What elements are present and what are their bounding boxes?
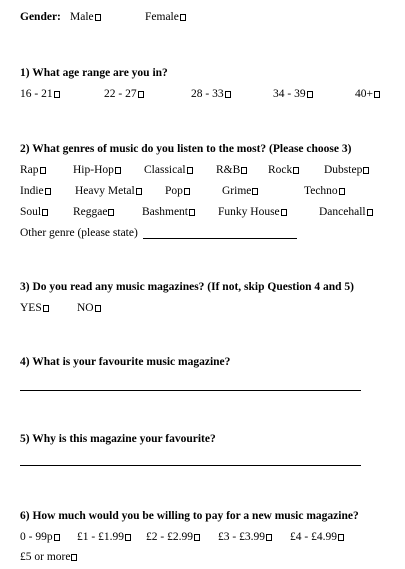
checkbox[interactable] bbox=[293, 167, 299, 174]
genre-option[interactable] bbox=[142, 205, 195, 219]
age-option[interactable] bbox=[273, 87, 313, 101]
price-option[interactable] bbox=[146, 530, 200, 544]
other-genre-field[interactable] bbox=[143, 238, 297, 239]
checkbox[interactable] bbox=[184, 188, 190, 195]
option-label: Soul bbox=[20, 206, 42, 218]
checkbox[interactable] bbox=[339, 188, 345, 195]
genre-option[interactable] bbox=[216, 163, 247, 177]
checkbox[interactable] bbox=[95, 14, 101, 21]
checkbox[interactable] bbox=[138, 91, 144, 98]
genre-option[interactable] bbox=[73, 205, 114, 219]
option-label: Hip-Hop bbox=[73, 164, 114, 176]
genre-option[interactable] bbox=[20, 163, 46, 177]
option-label: Classical bbox=[144, 164, 186, 176]
genre-option[interactable] bbox=[304, 184, 345, 198]
option-label: £4 - £4.99 bbox=[290, 531, 337, 543]
checkbox[interactable] bbox=[266, 534, 272, 541]
option-label: £1 - £1.99 bbox=[77, 531, 124, 543]
option-label: £5 or more bbox=[20, 551, 71, 563]
genre-option[interactable] bbox=[268, 163, 299, 177]
checkbox[interactable] bbox=[42, 209, 48, 216]
question-5: 5) Why is this magazine your favourite? bbox=[20, 433, 216, 445]
checkbox[interactable] bbox=[40, 167, 46, 174]
gender-row bbox=[20, 10, 61, 24]
checkbox[interactable] bbox=[115, 167, 121, 174]
age-option[interactable] bbox=[20, 87, 60, 101]
question-3: 3) Do you read any music magazines? (If not, skip Question 4 and 5) bbox=[20, 281, 354, 293]
q5-answer-field[interactable] bbox=[20, 465, 361, 466]
price-option[interactable] bbox=[77, 530, 131, 544]
option-label: Indie bbox=[20, 185, 44, 197]
checkbox[interactable] bbox=[374, 91, 380, 98]
checkbox[interactable] bbox=[367, 209, 373, 216]
genre-option[interactable] bbox=[319, 205, 373, 219]
option-label: Female bbox=[145, 11, 179, 23]
checkbox[interactable] bbox=[125, 534, 131, 541]
age-option[interactable] bbox=[191, 87, 231, 101]
price-option[interactable] bbox=[20, 530, 60, 544]
yes-option[interactable] bbox=[20, 301, 49, 315]
option-label: Grime bbox=[222, 185, 252, 197]
age-option[interactable] bbox=[355, 87, 380, 101]
question-2: 2) What genres of music do you listen to the most? (Please choose 3) bbox=[20, 143, 352, 155]
checkbox[interactable] bbox=[225, 91, 231, 98]
checkbox[interactable] bbox=[136, 188, 142, 195]
gender-option-male[interactable] bbox=[70, 10, 101, 24]
option-label: £3 - £3.99 bbox=[218, 531, 265, 543]
option-label: R&B bbox=[216, 164, 241, 176]
gender-label: Gender: bbox=[20, 11, 61, 23]
checkbox[interactable] bbox=[194, 534, 200, 541]
option-label: 0 - 99p bbox=[20, 531, 53, 543]
option-label: Funky House bbox=[218, 206, 280, 218]
price-option[interactable] bbox=[218, 530, 272, 544]
age-option[interactable] bbox=[104, 87, 144, 101]
option-label: 16 - 21 bbox=[20, 88, 53, 100]
option-label: Techno bbox=[304, 185, 338, 197]
option-label: 40+ bbox=[355, 88, 373, 100]
checkbox[interactable] bbox=[45, 188, 51, 195]
option-label: Male bbox=[70, 11, 94, 23]
option-label: NO bbox=[77, 302, 94, 314]
genre-option[interactable] bbox=[20, 184, 51, 198]
genre-option[interactable] bbox=[73, 163, 121, 177]
question-4: 4) What is your favourite music magazine? bbox=[20, 356, 231, 368]
checkbox[interactable] bbox=[54, 534, 60, 541]
question-1: 1) What age range are you in? bbox=[20, 67, 168, 79]
option-label: Rap bbox=[20, 164, 39, 176]
checkbox[interactable] bbox=[189, 209, 195, 216]
checkbox[interactable] bbox=[43, 305, 49, 312]
option-label: 28 - 33 bbox=[191, 88, 224, 100]
genre-option[interactable] bbox=[144, 163, 193, 177]
option-label: 34 - 39 bbox=[273, 88, 306, 100]
checkbox[interactable] bbox=[307, 91, 313, 98]
no-option[interactable] bbox=[77, 301, 101, 315]
checkbox[interactable] bbox=[241, 167, 247, 174]
checkbox[interactable] bbox=[95, 305, 101, 312]
genre-option[interactable] bbox=[324, 163, 369, 177]
checkbox[interactable] bbox=[281, 209, 287, 216]
checkbox[interactable] bbox=[108, 209, 114, 216]
q4-answer-field[interactable] bbox=[20, 390, 361, 391]
genre-option[interactable] bbox=[20, 205, 48, 219]
option-label: Heavy Metal bbox=[75, 185, 135, 197]
genre-option[interactable] bbox=[218, 205, 287, 219]
checkbox[interactable] bbox=[187, 167, 193, 174]
checkbox[interactable] bbox=[363, 167, 369, 174]
option-label: Pop bbox=[165, 185, 183, 197]
checkbox[interactable] bbox=[54, 91, 60, 98]
option-label: 22 - 27 bbox=[104, 88, 137, 100]
option-label: Dancehall bbox=[319, 206, 366, 218]
other-genre-label: Other genre (please state) bbox=[20, 227, 138, 239]
genre-option[interactable] bbox=[222, 184, 258, 198]
option-label: Bashment bbox=[142, 206, 188, 218]
gender-option-female[interactable] bbox=[145, 10, 186, 24]
checkbox[interactable] bbox=[252, 188, 258, 195]
price-option[interactable] bbox=[290, 530, 344, 544]
genre-option[interactable] bbox=[75, 184, 142, 198]
question-6: 6) How much would you be willing to pay for a new music magazine? bbox=[20, 510, 359, 522]
option-label: £2 - £2.99 bbox=[146, 531, 193, 543]
genre-option[interactable] bbox=[165, 184, 190, 198]
checkbox[interactable] bbox=[338, 534, 344, 541]
price-option[interactable] bbox=[20, 550, 77, 564]
option-label: Dubstep bbox=[324, 164, 363, 176]
checkbox[interactable] bbox=[71, 554, 77, 561]
option-label: Reggae bbox=[73, 206, 108, 218]
option-label: YES bbox=[20, 302, 42, 314]
option-label: Rock bbox=[268, 164, 293, 176]
checkbox[interactable] bbox=[180, 14, 186, 21]
